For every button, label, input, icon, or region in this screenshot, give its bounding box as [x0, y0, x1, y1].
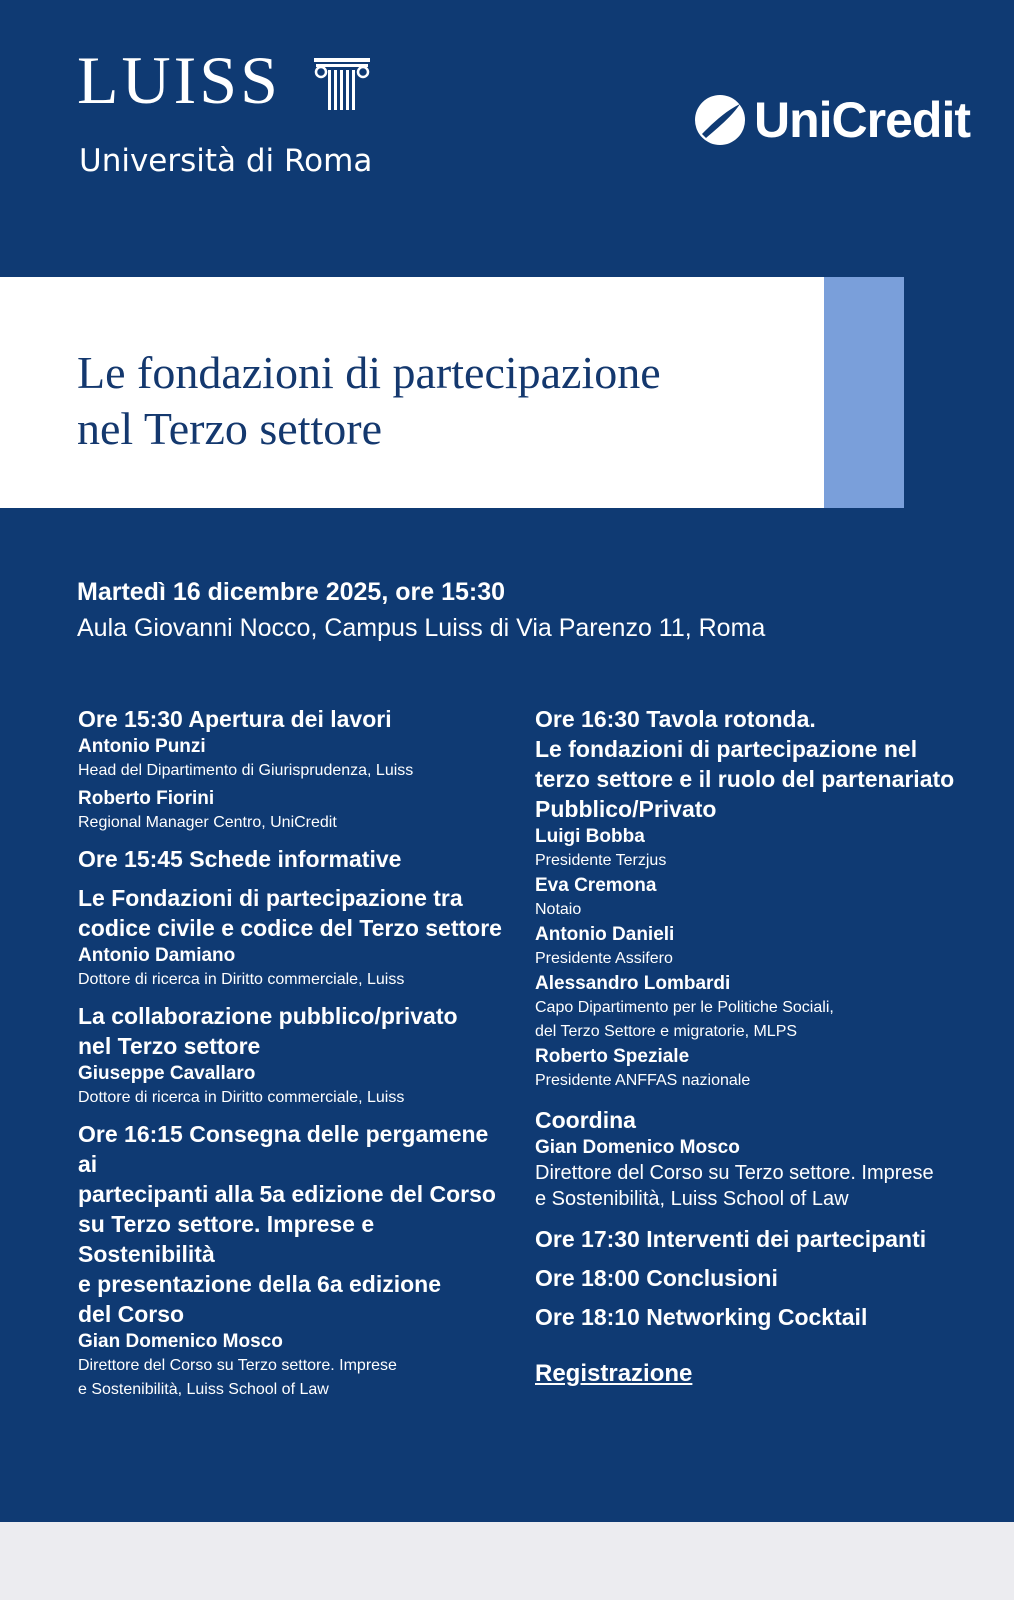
topic-title	[78, 883, 508, 943]
speaker-name: Roberto Speziale	[535, 1046, 690, 1067]
speaker-role: Head del Dipartimento di Giurisprudenza, Luiss	[78, 762, 414, 779]
speaker-name: Roberto Fiorini	[78, 788, 215, 809]
session-line: su Terzo settore. Imprese e Sostenibilità	[78, 1211, 375, 1267]
speaker-role	[535, 1160, 975, 1212]
speaker-name: Antonio Danieli	[535, 924, 675, 945]
event-title-line2: nel Terzo settore	[77, 403, 383, 454]
session-opening: Ore 15:30 Apertura dei lavori	[78, 706, 392, 732]
speaker-role: Dottore di ricerca in Diritto commerciale, Luiss	[78, 1089, 405, 1106]
speaker-role	[535, 996, 975, 1044]
event-venue: Aula Giovanni Nocco, Campus Luiss di Via Parenzo 11, Roma	[77, 614, 766, 642]
session-line: Pubblico/Privato	[535, 796, 717, 822]
role-line: Direttore del Corso su Terzo settore. Imprese	[535, 1162, 934, 1184]
topic-line: codice civile e codice del Terzo settore	[78, 915, 502, 941]
role-line: e Sostenibilità, Luiss School of Law	[535, 1188, 849, 1210]
speaker-name: Alessandro Lombardi	[535, 973, 731, 994]
event-date: Martedì 16 dicembre 2025, ore 15:30	[77, 578, 506, 606]
speaker-name: Giuseppe Cavallaro	[78, 1063, 256, 1084]
speaker-role: Presidente ANFFAS nazionale	[535, 1072, 751, 1089]
speaker-name: Gian Domenico Mosco	[535, 1137, 740, 1158]
unicredit-logo-text: UniCredit	[754, 92, 970, 148]
event-title-line1: Le fondazioni di partecipazione	[77, 347, 661, 398]
luiss-subtitle: Università di Roma	[79, 143, 373, 179]
speaker-name: Eva Cremona	[535, 875, 657, 896]
luiss-column-icon	[314, 58, 370, 110]
speaker-role: Dottore di ricerca in Diritto commerciale, Luiss	[78, 971, 405, 988]
speaker-role: Notaio	[535, 901, 582, 918]
session-interventi: Ore 17:30 Interventi dei partecipanti	[535, 1226, 927, 1252]
speaker-role	[78, 1354, 508, 1402]
topic-line: Le Fondazioni di partecipazione tra	[78, 885, 463, 911]
session-tavola-rotonda	[535, 704, 975, 824]
speaker-name: Gian Domenico Mosco	[78, 1331, 283, 1352]
session-line: Ore 16:15 Consegna delle pergamene ai	[78, 1121, 489, 1177]
coordina-heading: Coordina	[535, 1107, 636, 1133]
topic-title	[78, 1001, 508, 1061]
session-conclusioni: Ore 18:00 Conclusioni	[535, 1265, 778, 1291]
program-right-column	[535, 704, 975, 1388]
speaker-name: Luigi Bobba	[535, 826, 645, 847]
session-line: terzo settore e il ruolo del partenariato	[535, 766, 955, 792]
session-consegna	[78, 1119, 508, 1329]
speaker-role: Presidente Assifero	[535, 950, 673, 967]
session-schede: Ore 15:45 Schede informative	[78, 846, 402, 872]
registration-link[interactable]: Registrazione	[535, 1360, 693, 1387]
topic-line: nel Terzo settore	[78, 1033, 261, 1059]
speaker-role: Presidente Terzjus	[535, 852, 667, 869]
luiss-logo-text: LUISS	[77, 42, 281, 118]
speaker-name: Antonio Punzi	[78, 736, 206, 757]
session-line: partecipanti alla 5a edizione del Corso	[78, 1181, 496, 1207]
unicredit-mark-icon	[694, 94, 746, 146]
role-line: del Terzo Settore e migratorie, MLPS	[535, 1023, 798, 1040]
speaker-name: Antonio Damiano	[78, 945, 236, 966]
session-line: Ore 16:30 Tavola rotonda.	[535, 706, 816, 732]
role-line: e Sostenibilità, Luiss School of Law	[78, 1381, 329, 1398]
session-line: e presentazione della 6a edizione	[78, 1271, 442, 1297]
title-accent-bar	[824, 277, 904, 508]
role-line: Direttore del Corso su Terzo settore. Imprese	[78, 1357, 397, 1374]
event-title	[77, 345, 807, 457]
session-line: Le fondazioni di partecipazione nel	[535, 736, 918, 762]
unicredit-logo	[694, 90, 970, 150]
session-line: del Corso	[78, 1301, 185, 1327]
topic-line: La collaborazione pubblico/privato	[78, 1003, 458, 1029]
session-cocktail: Ore 18:10 Networking Cocktail	[535, 1304, 868, 1330]
program-left-column	[78, 704, 508, 1402]
role-line: Capo Dipartimento per le Politiche Sociali,	[535, 999, 834, 1016]
speaker-role: Regional Manager Centro, UniCredit	[78, 814, 337, 831]
